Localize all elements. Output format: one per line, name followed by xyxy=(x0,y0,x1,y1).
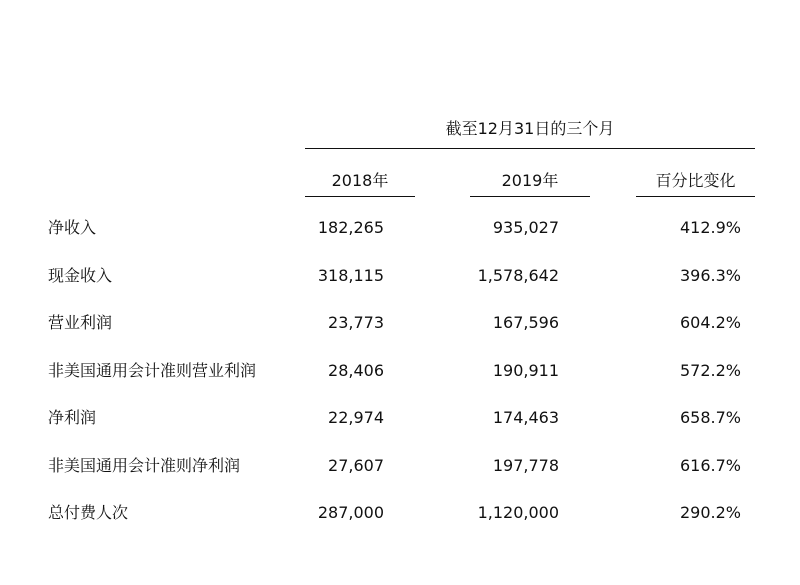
row-label: 非美国通用会计准则净利润 xyxy=(48,456,241,475)
column-header-change: 百分比变化 xyxy=(655,171,736,190)
value-2019: 190,911 xyxy=(492,361,559,380)
table-row xyxy=(0,264,800,288)
value-change: 290.2% xyxy=(679,503,741,522)
table-row xyxy=(0,311,800,335)
column-header-2019: 2019年 xyxy=(501,171,559,190)
table-row xyxy=(0,454,800,478)
table-row xyxy=(0,216,800,240)
row-label: 净利润 xyxy=(48,408,97,427)
value-2019: 197,778 xyxy=(492,456,559,475)
value-2018: 318,115 xyxy=(317,266,384,285)
value-2018: 27,607 xyxy=(328,456,384,475)
value-2019: 1,120,000 xyxy=(477,503,559,522)
column-underline-change xyxy=(636,196,755,197)
column-underline-2019 xyxy=(470,196,590,197)
value-change: 396.3% xyxy=(679,266,741,285)
row-label: 净收入 xyxy=(48,218,97,237)
value-change: 616.7% xyxy=(679,456,741,475)
period-header: 截至12月31日的三个月 xyxy=(445,119,615,138)
header-divider xyxy=(305,148,755,149)
value-2019: 1,578,642 xyxy=(477,266,559,285)
value-2019: 167,596 xyxy=(492,313,559,332)
value-2019: 935,027 xyxy=(492,218,559,237)
value-change: 412.9% xyxy=(679,218,741,237)
value-change: 604.2% xyxy=(679,313,741,332)
row-label: 现金收入 xyxy=(48,266,113,285)
table-row xyxy=(0,406,800,430)
row-label: 非美国通用会计准则营业利润 xyxy=(48,361,257,380)
value-2018: 28,406 xyxy=(328,361,384,380)
row-label: 总付费人次 xyxy=(48,503,129,522)
value-2018: 182,265 xyxy=(317,218,384,237)
column-underline-2018 xyxy=(305,196,415,197)
value-2018: 23,773 xyxy=(328,313,384,332)
table-row xyxy=(0,501,800,525)
table-row xyxy=(0,359,800,383)
row-label: 营业利润 xyxy=(48,313,113,332)
value-change: 658.7% xyxy=(679,408,741,427)
value-change: 572.2% xyxy=(679,361,741,380)
value-2018: 287,000 xyxy=(317,503,384,522)
column-header-2018: 2018年 xyxy=(331,171,389,190)
value-2019: 174,463 xyxy=(492,408,559,427)
value-2018: 22,974 xyxy=(328,408,384,427)
